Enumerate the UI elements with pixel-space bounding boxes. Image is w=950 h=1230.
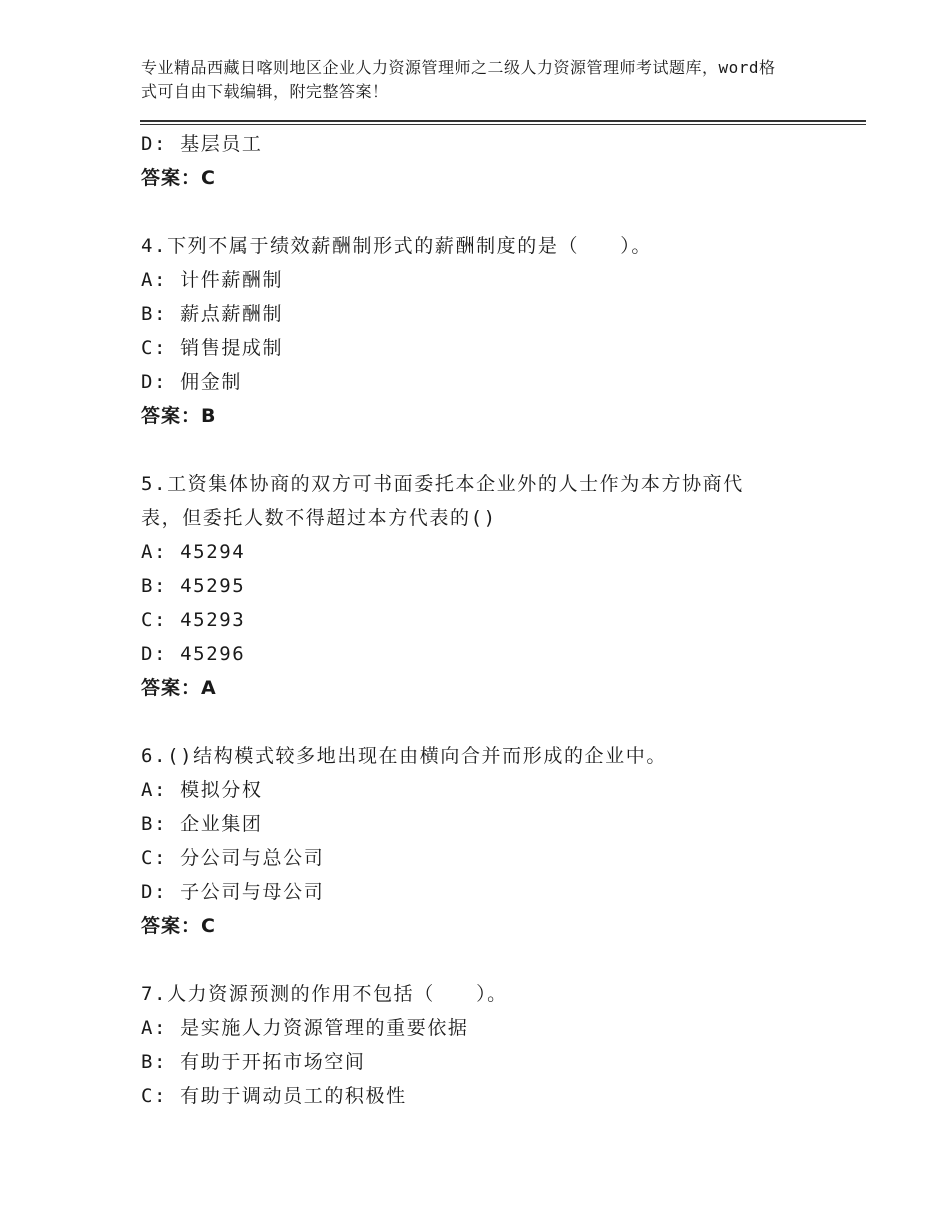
answer: 答案：B [141, 405, 217, 427]
option-b: B: 企业集团 [141, 813, 263, 835]
question-6 [141, 739, 821, 943]
question-7 [141, 977, 821, 1113]
option-c: C: 有助于调动员工的积极性 [141, 1085, 407, 1107]
option-d: D: 子公司与母公司 [141, 881, 325, 903]
question-list [141, 127, 821, 1113]
header-rule-thin [140, 124, 866, 125]
option-c: C: 销售提成制 [141, 337, 284, 359]
option-b: B: 45295 [141, 575, 246, 597]
option-b: B: 薪点薪酬制 [141, 303, 284, 325]
option-a: A: 计件薪酬制 [141, 269, 284, 291]
document-header: 专业精品西藏日喀则地区企业人力资源管理师之二级人力资源管理师考试题库，word格式可自由下载编辑，附完整答案！ [141, 58, 776, 101]
question-stem: 7.人力资源预测的作用不包括（ ）。 [141, 983, 508, 1005]
answer: 答案：C [141, 167, 216, 189]
option-a: A: 模拟分权 [141, 779, 263, 801]
option-b: B: 有助于开拓市场空间 [141, 1051, 366, 1073]
question-5 [141, 467, 821, 705]
answer: 答案：C [141, 915, 216, 937]
option-d: D: 45296 [141, 643, 246, 665]
option-c: C: 分公司与总公司 [141, 847, 325, 869]
question-4 [141, 229, 821, 433]
option-d: D: 佣金制 [141, 371, 242, 393]
option-a: A: 是实施人力资源管理的重要依据 [141, 1017, 469, 1039]
option-c: C: 45293 [141, 609, 246, 631]
option-a: A: 45294 [141, 541, 246, 563]
option-d: D: 基层员工 [141, 133, 263, 155]
question-stem: 4.下列不属于绩效薪酬制形式的薪酬制度的是（ ）。 [141, 235, 652, 257]
question-stem: 6.()结构模式较多地出现在由横向合并而形成的企业中。 [141, 745, 667, 767]
header-rule [140, 120, 866, 122]
question-stem: 5.工资集体协商的双方可书面委托本企业外的人士作为本方协商代表，但委托人数不得超过本方代表的() [141, 473, 744, 529]
answer: 答案：A [141, 677, 217, 699]
